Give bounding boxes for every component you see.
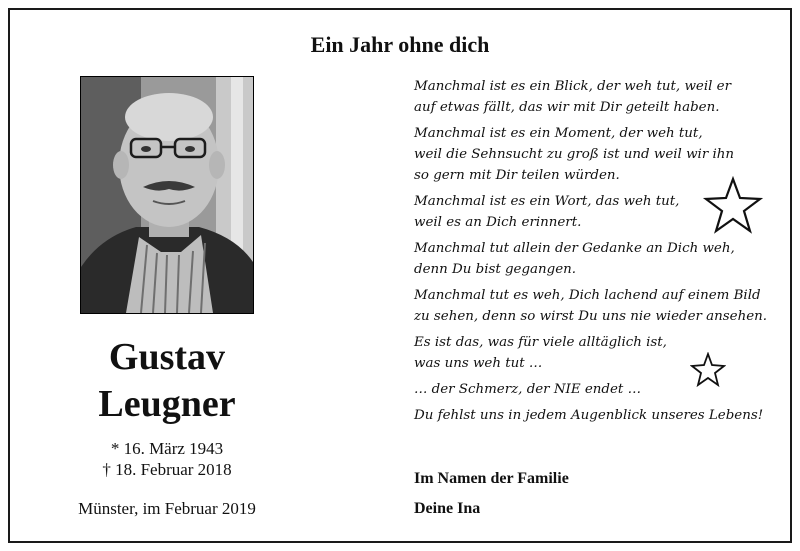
heading: Ein Jahr ohne dich: [310, 32, 490, 57]
poem-line: Du fehlst uns in jedem Augenblick unseres Lebens!: [414, 408, 764, 423]
poem-line: Manchmal tut es weh, Dich lachend auf einem Bild: [414, 288, 761, 303]
poem-line: weil es an Dich erinnert.: [414, 215, 582, 230]
place-and-date: Münster, im Februar 2019: [78, 499, 256, 518]
poem-line: was uns weh tut …: [414, 356, 543, 371]
poem-line: denn Du bist gegangen.: [414, 262, 577, 277]
poem-stanza: [414, 76, 784, 118]
star-outline-icon: [702, 176, 764, 236]
poem-stanza: [414, 285, 784, 327]
poem-line: auf etwas fällt, das wir mit Dir geteilt haben.: [414, 100, 720, 115]
signature: Deine Ina: [414, 500, 481, 517]
poem: [414, 76, 784, 431]
poem-line: zu sehen, denn so wirst Du uns nie wieder ansehen.: [414, 309, 768, 324]
poem-line: Es ist das, was für viele alltäglich ist,: [414, 335, 667, 350]
star-outline-icon: [690, 352, 726, 388]
portrait-illustration: [81, 77, 253, 313]
poem-line: Manchmal ist es ein Blick, der weh tut, weil er: [414, 79, 731, 94]
family-line: Im Namen der Familie: [414, 470, 569, 487]
poem-stanza: [414, 332, 784, 374]
poem-line: so gern mit Dir teilen würden.: [414, 168, 620, 183]
poem-line: weil die Sehnsucht zu groß ist und weil wir ihn: [414, 147, 735, 162]
birth-date: * 16. März 1943: [110, 439, 224, 458]
poem-stanza: [414, 238, 784, 280]
poem-line: Manchmal ist es ein Moment, der weh tut,: [414, 126, 703, 141]
death-date: † 18. Februar 2018: [102, 460, 232, 479]
poem-stanza: [414, 405, 784, 426]
first-name: Gustav: [108, 336, 226, 378]
last-name: Leugner: [98, 383, 236, 425]
poem-line: Manchmal ist es ein Wort, das weh tut,: [414, 194, 680, 209]
portrait-photo: [80, 76, 254, 314]
poem-stanza: [414, 379, 784, 400]
poem-line: … der Schmerz, der NIE endet …: [414, 382, 641, 397]
poem-line: Manchmal tut allein der Gedanke an Dich weh,: [414, 241, 735, 256]
